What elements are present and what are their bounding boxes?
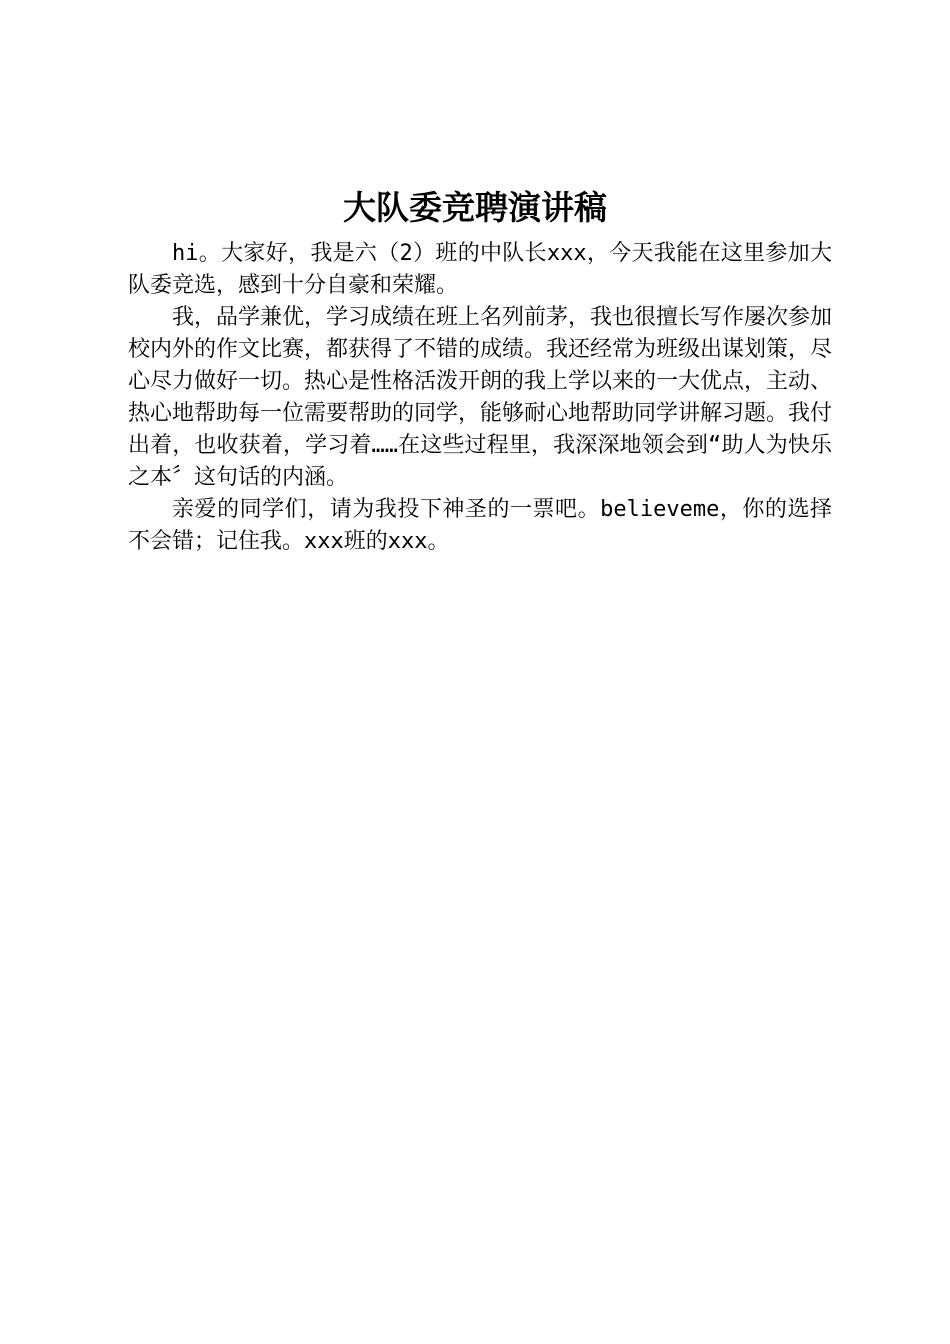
document-body	[128, 238, 832, 558]
document-title: 大队委竞聘演讲稿	[343, 188, 607, 227]
paragraph-greeting: hi。大家好，我是六（2）班的中队长xxx，今天我能在这里参加大队委竞选，感到十分自豪和荣耀。	[128, 241, 832, 298]
paragraph-self-introduction: 我，品学兼优，学习成绩在班上名列前茅，我也很擅长写作屡次参加校内外的作文比赛，都获得了不错的成绩。我还经常为班级出谋划策，尽心尽力做好一切。热心是性格活泼开朗的我上学以来的一大优点，主动、热心地帮助每一位需要帮助的同学，能够耐心地帮助同学讲解习题。我付出着，也收获着，学习着……在这些过程里，我深深地领会到“助人为快乐之本〞这句话的内涵。	[128, 305, 833, 490]
paragraph-closing: 亲爱的同学们，请为我投下神圣的一票吧。believeme，你的选择不会错；记住我。xxx班的xxx。	[128, 497, 832, 554]
